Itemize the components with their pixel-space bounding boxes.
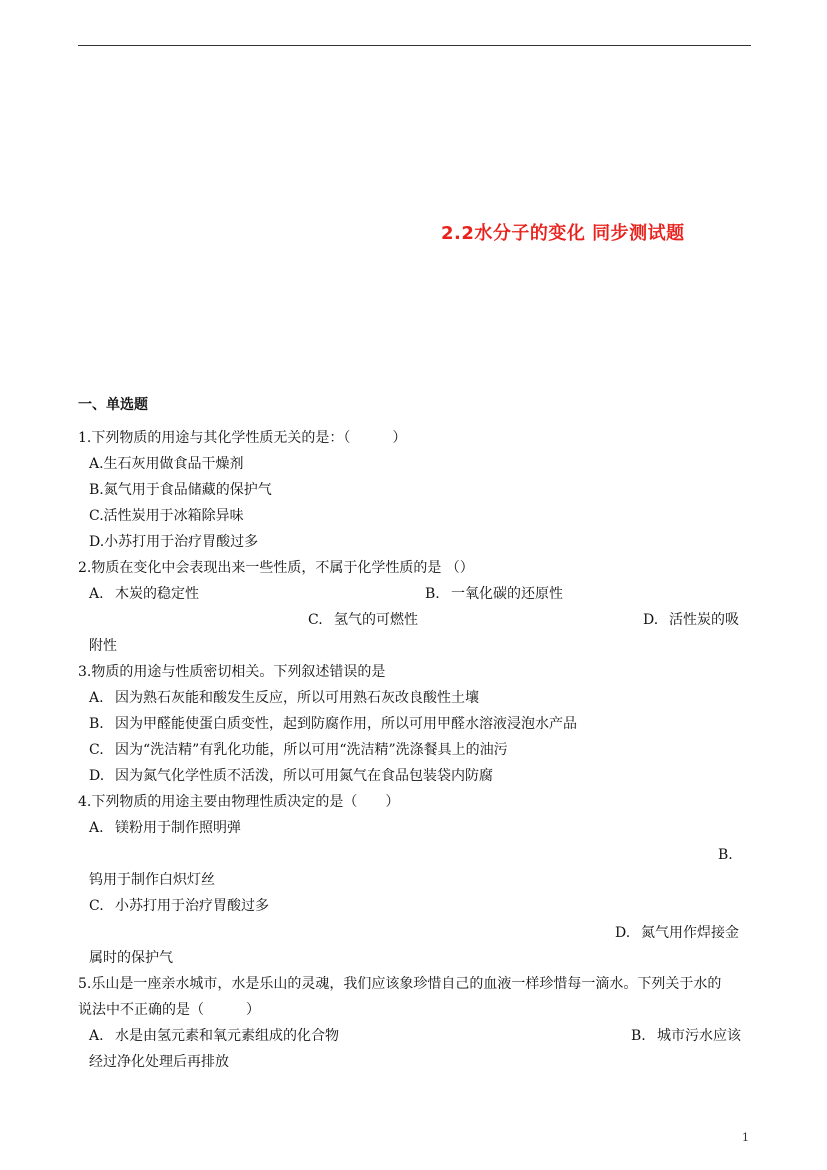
option-text: 氢气的可燃性	[334, 612, 418, 628]
question-5-stem-line-1: 5.乐山是一座亲水城市，水是乐山的灵魂，我们应该象珍惜自己的血液一样珍惜每一滴水。下列关于水的	[78, 976, 722, 992]
question-2-option-b	[425, 585, 563, 603]
question-1-option-d: D.小苏打用于治疗胃酸过多	[89, 534, 259, 550]
option-letter: C.	[308, 612, 323, 628]
question-3-stem: 3.物质的用途与性质密切相关。下列叙述错误的是	[78, 664, 386, 680]
option-text: 水是由氢元素和氧元素组成的化合物	[115, 1028, 339, 1044]
option-letter: B.	[631, 1028, 646, 1044]
question-2-stem: 2.物质在变化中会表现出来一些性质，不属于化学性质的是 （）	[78, 560, 474, 576]
option-text: 小苏打用于治疗胃酸过多	[115, 898, 269, 914]
question-2-option-d-continued: 附性	[89, 638, 117, 654]
question-4-option-d-continued: 属时的保护气	[89, 950, 173, 966]
question-5-stem-line-2: 说法中不正确的是（ ）	[78, 1002, 260, 1018]
page-number: 1	[742, 1131, 749, 1144]
option-text: 一氧化碳的还原性	[451, 586, 563, 602]
option-letter: A.	[89, 1028, 104, 1044]
question-4-option-b: 钨用于制作白炽灯丝	[89, 872, 215, 888]
option-text: 镁粉用于制作照明弹	[115, 820, 241, 836]
option-text: 因为熟石灰能和酸发生反应，所以可用熟石灰改良酸性土壤	[115, 690, 479, 706]
option-letter: D.	[643, 612, 659, 628]
option-letter: D.	[615, 925, 631, 941]
option-text: 木炭的稳定性	[115, 586, 199, 602]
question-3-option-c	[89, 741, 508, 759]
document-title: 2.2水分子的变化 同步测试题	[441, 223, 685, 244]
question-5-option-b	[631, 1027, 741, 1045]
question-1-stem: 1.下列物质的用途与其化学性质无关的是：（ ）	[78, 430, 407, 446]
question-4-option-a	[89, 819, 241, 837]
question-4-option-b-letter: B.	[718, 847, 733, 863]
question-3-option-a	[89, 689, 479, 707]
section-heading: 一、单选题	[78, 397, 148, 413]
question-4-option-d	[615, 924, 739, 942]
question-2-option-a	[89, 585, 199, 603]
question-2-option-d	[643, 611, 739, 629]
question-1-option-b: B.氮气用于食品储藏的保护气	[89, 482, 272, 498]
option-letter: A.	[89, 586, 104, 602]
question-5-option-a	[89, 1027, 339, 1045]
question-3-option-d	[89, 767, 493, 785]
question-1-option-a: A.生石灰用做食品干燥剂	[89, 456, 244, 472]
option-letter: C.	[89, 742, 104, 758]
option-letter: B.	[425, 586, 440, 602]
option-text: 因为甲醛能使蛋白质变性，起到防腐作用，所以可用甲醛水溶液浸泡水产品	[115, 716, 577, 732]
option-text: 城市污水应该	[657, 1028, 741, 1044]
option-text: 因为“洗洁精”有乳化功能，所以可用“洗洁精”洗涤餐具上的油污	[115, 742, 508, 758]
question-1-option-c: C.活性炭用于冰箱除异味	[89, 508, 244, 524]
option-letter: B.	[89, 716, 104, 732]
question-5-option-b-continued: 经过净化处理后再排放	[89, 1054, 229, 1070]
question-2-option-c	[308, 611, 418, 629]
option-text: 活性炭的吸	[669, 612, 739, 628]
option-letter: D.	[89, 768, 105, 784]
option-letter: A.	[89, 690, 104, 706]
question-3-option-b	[89, 715, 577, 733]
option-letter: A.	[89, 820, 104, 836]
option-letter: C.	[89, 898, 104, 914]
option-text: 因为氮气化学性质不活泼，所以可用氮气在食品包装袋内防腐	[115, 768, 493, 784]
question-4-option-c	[89, 897, 269, 915]
question-4-stem: 4.下列物质的用途主要由物理性质决定的是（ ）	[78, 794, 400, 810]
header-rule	[78, 45, 751, 46]
option-text: 氮气用作焊接金	[641, 925, 739, 941]
